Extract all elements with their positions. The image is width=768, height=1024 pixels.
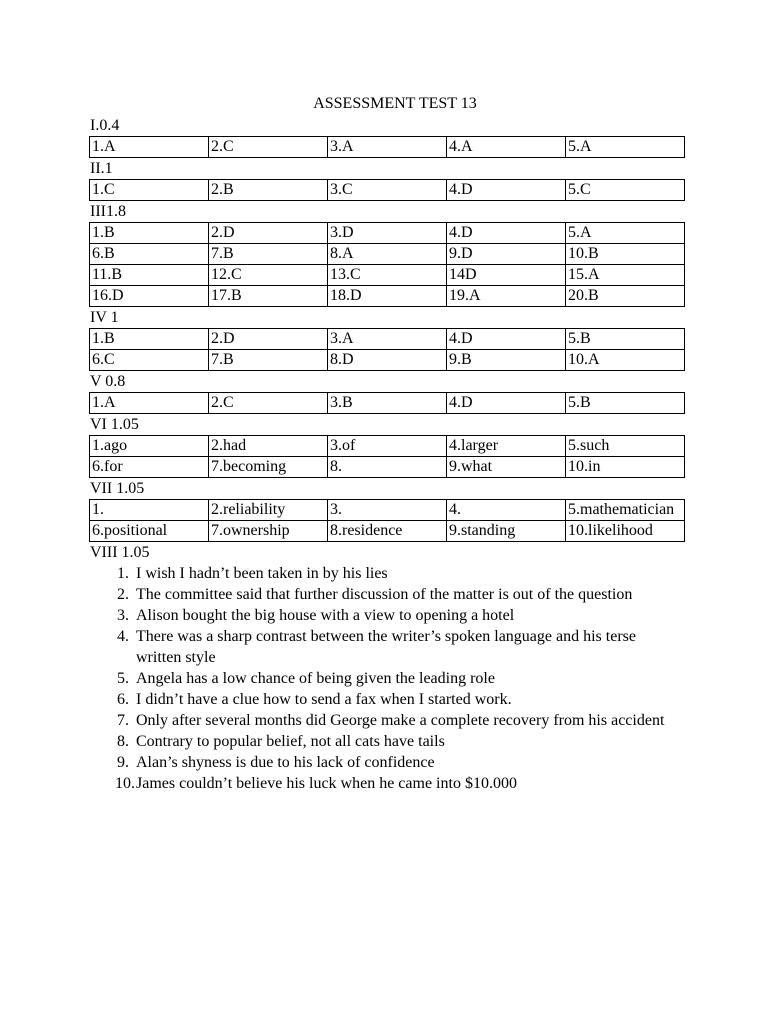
answer-cell: 3.A — [328, 329, 447, 350]
section-label: VI 1.05 — [90, 416, 139, 433]
answer-cell: 15.A — [566, 265, 685, 286]
answer-cell: 9.D — [447, 244, 566, 265]
answer-cell: 7.becoming — [209, 457, 328, 478]
answer-cell: 7.B — [209, 244, 328, 265]
answer-cell: 8.A — [328, 244, 447, 265]
answer-cell: 1. — [90, 500, 209, 521]
answer-cell: 6.positional — [90, 521, 209, 542]
rewrite-sentence-list — [89, 563, 685, 794]
list-item-text: I didn’t have a clue how to send a fax when I started work. — [136, 691, 512, 708]
answer-cell: 6.for — [90, 457, 209, 478]
list-item-text: Angela has a low chance of being given the leading role — [136, 670, 495, 687]
answer-table — [89, 136, 685, 158]
answer-cell: 4.D — [447, 329, 566, 350]
document-page — [89, 93, 685, 794]
table-row — [90, 223, 685, 244]
answer-cell: 6.C — [90, 350, 209, 371]
answer-cell: 4.D — [447, 223, 566, 244]
section-label: I.0.4 — [90, 117, 120, 134]
list-item-text: There was a sharp contrast between the writer’s spoken language and his terse written style — [136, 628, 636, 666]
table-row — [90, 436, 685, 457]
answer-cell: 7.ownership — [209, 521, 328, 542]
answer-cell: 10.B — [566, 244, 685, 265]
list-item — [89, 752, 685, 773]
answer-cell: 8. — [328, 457, 447, 478]
answer-cell: 1.B — [90, 223, 209, 244]
table-row — [90, 350, 685, 371]
answer-cell: 4.D — [447, 180, 566, 201]
answer-cell: 3.B — [328, 393, 447, 414]
list-item-number: 4. — [117, 628, 129, 645]
table-row — [90, 286, 685, 307]
list-item — [89, 689, 685, 710]
answer-cell: 1.C — [90, 180, 209, 201]
answer-cell: 1.A — [90, 137, 209, 158]
list-item — [89, 563, 685, 584]
answer-table — [89, 499, 685, 542]
answer-table — [89, 179, 685, 201]
answer-cell: 3.of — [328, 436, 447, 457]
answer-cell: 4.larger — [447, 436, 566, 457]
answer-cell: 1.ago — [90, 436, 209, 457]
answer-cell: 5.B — [566, 393, 685, 414]
answer-cell: 17.B — [209, 286, 328, 307]
answer-cell: 2.C — [209, 393, 328, 414]
answer-cell: 5.mathematician — [566, 500, 685, 521]
answer-cell: 10.likelihood — [566, 521, 685, 542]
answer-cell: 2.reliability — [209, 500, 328, 521]
answer-cell: 2.D — [209, 329, 328, 350]
answer-cell: 10.in — [566, 457, 685, 478]
list-item — [89, 626, 685, 668]
answer-cell: 6.B — [90, 244, 209, 265]
list-item-number: 6. — [117, 691, 129, 708]
list-item-text: James couldn’t believe his luck when he came into $10.000 — [136, 775, 517, 792]
list-item-number: 3. — [117, 607, 129, 624]
answer-cell: 2.had — [209, 436, 328, 457]
answer-cell: 4.A — [447, 137, 566, 158]
section-label: V 0.8 — [90, 373, 126, 390]
answer-cell: 3.C — [328, 180, 447, 201]
section-label-viii: VIII 1.05 — [90, 544, 150, 561]
answer-cell: 5.A — [566, 137, 685, 158]
table-row — [90, 521, 685, 542]
answer-table — [89, 435, 685, 478]
answer-cell: 2.C — [209, 137, 328, 158]
answer-table — [89, 392, 685, 414]
table-row — [90, 500, 685, 521]
answer-cell: 8.residence — [328, 521, 447, 542]
answer-table — [89, 328, 685, 371]
list-item-number: 7. — [117, 712, 129, 729]
answer-cell: 3. — [328, 500, 447, 521]
answer-cell: 20.B — [566, 286, 685, 307]
list-item-text: The committee said that further discussion of the matter is out of the question — [136, 586, 633, 603]
table-row — [90, 329, 685, 350]
answer-cell: 9.standing — [447, 521, 566, 542]
table-row — [90, 137, 685, 158]
answer-cell: 5.B — [566, 329, 685, 350]
answer-cell: 2.B — [209, 180, 328, 201]
answer-cell: 7.B — [209, 350, 328, 371]
list-item — [89, 710, 685, 731]
list-item-number: 10. — [115, 775, 135, 792]
list-item-text: Alison bought the big house with a view to opening a hotel — [136, 607, 515, 624]
answer-cell: 3.D — [328, 223, 447, 244]
answer-cell: 10.A — [566, 350, 685, 371]
answer-cell: 4.D — [447, 393, 566, 414]
answer-cell: 5.C — [566, 180, 685, 201]
list-item-number: 5. — [117, 670, 129, 687]
table-row — [90, 244, 685, 265]
answer-cell: 18.D — [328, 286, 447, 307]
answer-cell: 9.what — [447, 457, 566, 478]
answer-cell: 4. — [447, 500, 566, 521]
answer-cell: 19.A — [447, 286, 566, 307]
page-title: ASSESSMENT TEST 13 — [313, 95, 477, 112]
section-label: III1.8 — [90, 203, 126, 220]
answer-cell: 9.B — [447, 350, 566, 371]
list-item-text: Only after several months did George make a complete recovery from his accident — [136, 712, 665, 729]
answer-cell: 14D — [447, 265, 566, 286]
answer-table — [89, 222, 685, 307]
answer-cell: 1.A — [90, 393, 209, 414]
list-item-text: Contrary to popular belief, not all cats have tails — [136, 733, 445, 750]
list-item-number: 2. — [117, 586, 129, 603]
answer-cell: 12.C — [209, 265, 328, 286]
answer-cell: 5.A — [566, 223, 685, 244]
list-item-number: 9. — [117, 754, 129, 771]
list-item — [89, 584, 685, 605]
answer-cell: 1.B — [90, 329, 209, 350]
answer-cell: 13.C — [328, 265, 447, 286]
list-item-text: I wish I hadn’t been taken in by his lies — [136, 565, 388, 582]
section-label: VII 1.05 — [90, 480, 145, 497]
table-row — [90, 393, 685, 414]
answer-cell: 11.B — [90, 265, 209, 286]
answer-cell: 2.D — [209, 223, 328, 244]
table-row — [90, 180, 685, 201]
list-item — [89, 605, 685, 626]
list-item — [89, 731, 685, 752]
list-item — [89, 668, 685, 689]
list-item-text: Alan’s shyness is due to his lack of confidence — [136, 754, 435, 771]
answer-cell: 3.A — [328, 137, 447, 158]
table-row — [90, 265, 685, 286]
section-label: IV 1 — [90, 309, 119, 326]
list-item — [89, 773, 685, 794]
answer-cell: 16.D — [90, 286, 209, 307]
table-row — [90, 457, 685, 478]
section-label: II.1 — [90, 160, 113, 177]
list-item-number: 1. — [117, 565, 129, 582]
answer-sections — [89, 115, 685, 542]
answer-cell: 5.such — [566, 436, 685, 457]
answer-cell: 8.D — [328, 350, 447, 371]
list-item-number: 8. — [117, 733, 129, 750]
